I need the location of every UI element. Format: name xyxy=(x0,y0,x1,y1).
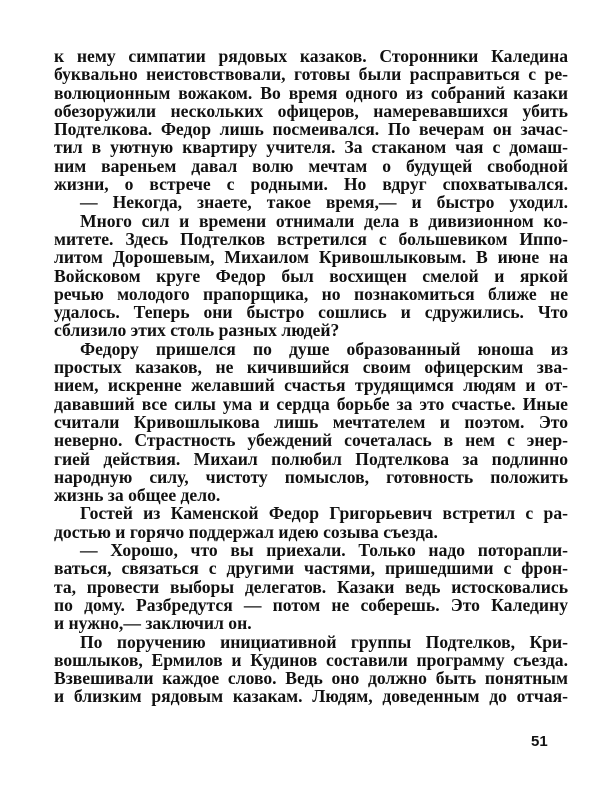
text-line: тил в уютную квартиру учителя. За стаканом чая с домаш- xyxy=(54,137,568,158)
text-line: та, провести выборы делегатов. Казаки ведь истосковались xyxy=(54,576,568,597)
text-line: Гостей из Каменской Федор Григорьевич встретил с ра- xyxy=(80,503,568,524)
text-line: к нему симпатии рядовых казаков. Сторонники Каледина xyxy=(54,46,568,66)
text-line: нием, искренне желавший счастья трудящимся людям и от- xyxy=(54,375,568,396)
paragraph xyxy=(54,212,568,340)
text-line: Федору пришелся по душе образованный юноша из xyxy=(80,338,568,359)
text-line: Подтелкова. Федор лишь посмеивался. По вечерам он зачас- xyxy=(54,119,568,140)
text-line: по дому. Разбредутся — потом не соберешь. Это Каледину xyxy=(54,594,568,615)
text-line: волюционным вожаком. Во время одного из собраний казаки xyxy=(54,82,568,103)
text-line: — Некогда, знаете, такое время,— и быстро уходил. xyxy=(80,192,568,213)
paragraph xyxy=(54,47,568,193)
text-line: По поручению инициативной группы Подтелков, Кри- xyxy=(80,631,568,652)
text-line: буквально неистовствовали, готовы были расправиться с ре- xyxy=(54,64,568,85)
text-line: вошлыков, Ермилов и Кудинов составили программу съезда. xyxy=(54,649,568,670)
text-line: сблизило этих столь разных людей? xyxy=(54,320,340,341)
paragraph xyxy=(54,633,568,706)
text-line: ваться, связаться с другими частями, пришедшими с фрон- xyxy=(54,558,568,579)
text-line: жизнь за общее дело. xyxy=(54,485,221,506)
text-line: и нужно,— заключил он. xyxy=(54,613,252,634)
paragraph xyxy=(54,193,568,211)
page-number: 51 xyxy=(531,733,548,750)
text-line: и близким рядовым казакам. Людям, доведенным до отчая- xyxy=(54,686,568,707)
text-line: неверно. Страстность убеждений сочеталась в нем с энер- xyxy=(54,430,568,451)
text-line: считали Кривошлыкова лишь мечтателем и поэтом. Это xyxy=(54,411,568,432)
text-line: Войсковом круге Федор был восхищен смелой и яркой xyxy=(54,265,568,286)
text-line: жизни, о встрече с родными. Но вдруг спохватывался. xyxy=(54,174,568,195)
text-line: народную силу, чистоту помыслов, готовность положить xyxy=(54,466,568,487)
text-line: речью молодого прапорщика, но познакомиться ближе не xyxy=(54,283,568,304)
text-line: ним вареньем давал волю мечтам о будущей свободной xyxy=(54,155,568,176)
text-line: Много сил и времени отнимали дела в дивизионном ко- xyxy=(80,210,568,231)
paragraph xyxy=(54,504,568,541)
text-line: гией действия. Михаил полюбил Подтелкова за подлинно xyxy=(54,448,568,469)
paragraph xyxy=(54,340,568,505)
paragraph xyxy=(54,541,568,632)
body-text xyxy=(54,47,568,706)
text-line: литом Дорошевым, Михаилом Кривошлыковым. В июне на xyxy=(54,247,568,268)
text-line: — Хорошо, что вы приехали. Только надо поторапли- xyxy=(80,540,568,561)
text-line: удалось. Теперь они быстро сошлись и сдружились. Что xyxy=(54,302,568,323)
text-line: митете. Здесь Подтелков встретился с большевиком Иппо- xyxy=(54,228,568,249)
text-line: Взвешивали каждое слово. Ведь оно должно быть понятным xyxy=(54,668,568,689)
text-line: обезоружили нескольких офицеров, намеревавшихся убить xyxy=(54,100,568,121)
text-line: простых казаков, не кичившийся своим офицерским зва- xyxy=(54,357,568,378)
text-line: достью и горячо поддержал идею созыва съезда. xyxy=(54,521,438,542)
text-line: дававший все силы ума и сердца борьбе за это счастье. Иные xyxy=(54,393,568,414)
